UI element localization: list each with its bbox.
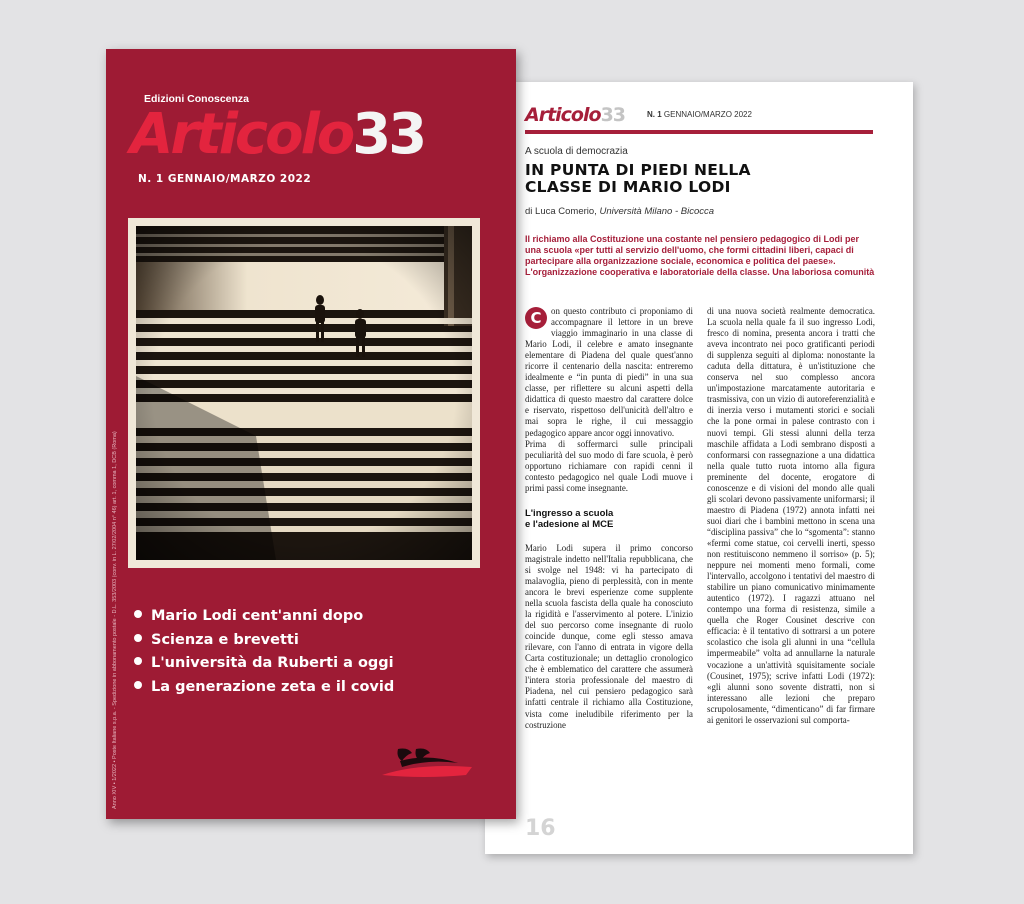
bullet-icon xyxy=(134,634,142,642)
cover-topic: L'università da Ruberti a oggi xyxy=(134,652,394,676)
cover-logo: Articolo33 xyxy=(130,102,425,167)
publisher-mark-icon xyxy=(378,745,476,781)
photo-staircase-icon xyxy=(136,226,472,560)
paragraph: Mario Lodi supera il primo concorso magistrale indetto nell'Italia repubblicana, che si svolge nel 1948: vi ha partecipato di malavoglia, pieno di perplessità, con in mente ancora le brevi esperienze come supplente nella scuola fascista della quale ha conosciuto la rigidità e l'asservimento al potere. L'inizio del suo percorso come insegnante di ruolo coincide dunque, come egli stesso amava rilevare, con l'anno di entrata in vigore della Carta costituzionale; un dettaglio cronologico che è emblematico del carattere che assumerà l'intera storia professionale del maestro di Piadena, nel cui pensiero pedagogico sarà infatti centrale il richiamo alla Costituzione, vista come ineludibile riferimento per la costruzione xyxy=(525,542,693,730)
article-logo: Articolo33 xyxy=(525,104,626,126)
article-lead: Il richiamo alla Costituzione una costante nel pensiero pedagogico di Lodi per una scuola «per tutti al servizio dell'uomo, che formi cittadini liberi, capaci di partecipare alla organizzazione sociale, economica e politica del paese». L'organizzazione cooperativa e laboratoriale della classe. Una laboriosa comunità xyxy=(525,234,875,277)
cover-issue: N. 1 GENNAIO/MARZO 2022 xyxy=(138,173,312,185)
staircase-illustration xyxy=(136,226,472,560)
article-author: di Luca Comerio, Università Milano - Bicocca xyxy=(525,206,715,217)
article-page xyxy=(485,82,913,854)
article-title: IN PUNTA DI PIEDI NELLA CLASSE DI MARIO LODI xyxy=(525,161,751,196)
publisher-name: Edizioni Conoscenza xyxy=(144,93,250,105)
paragraph: Prima di soffermarci sulle principali peculiarità del suo modo di fare scuola, è però opportuno richiamare con rapidi cenni il contesto pedagogico nel quale Lodi muove i primi passi come insegnante. xyxy=(525,438,693,493)
paragraph: di una nuova società realmente democratica. La scuola nella quale fa il suo ingresso Lodi, fresco di nomina, presenta ancora i tratti che aveva incontrato nei poco gratificanti periodi di supplenza seguiti al diploma: nonostante la caduta della dittatura, è un'istituzione che conserva nel suo complesso ancora un'impostazione marcatamente autoritaria e trasmissiva, con un vizio di autoreferenzialità e di inerzia verso i mutamenti storici e sociali che la pone ormai in palese contrasto con i nuovi tempi. Gli stessi alunni della terza maschile affidata a Lodi sembrano disposti a conformarsi con rassegnazione a una didattica nella quale tutto ruota intorno alla figura preminente del docente, erogatore di conoscenze e di visioni del mondo alle quali gli scolari devono passivamente uniformarsi; il maestro di Piadena (1972) annota infatti nei suoi diari che i bambini mettono in scena una “disciplina passiva” che lo “sgomenta”: stanno «fermi come statue, coi cervelli inerti, spesso non restituiscono nemmeno il sorriso» (p. 5); neppure nei momenti meno formali, come l'intervallo, accolgono i tentativi del maestro di stabilire un piano comunicativo minimamente autentico (1972). I ragazzi attuano nel contempo una forma di resistenza, simile a quella che Roger Cousinet descrive con efficacia: è il tentativo di sottrarsi a un potere scolastico che isola gli alunni in una “cellula impermeabile” volta ad annullarne la naturale vocazione a un'attività squisitamente sociale (Cousinet, 1975); scrive infatti Lodi (1972): «gli alunni sono sovente distratti, non si interessano alle lezioni che preparo scrupolosamente, “dimenticano” di far firmare ai genitori le osservazioni sul comporta- xyxy=(707,306,875,725)
cover-topic: Scienza e brevetti xyxy=(134,629,394,653)
cover-topics xyxy=(134,605,394,699)
section-subhead: L'ingresso a scuola e l'adesione al MCE xyxy=(525,507,614,531)
bullet-icon xyxy=(134,657,142,665)
cover-topic: La generazione zeta e il covid xyxy=(134,676,394,700)
drop-cap: C xyxy=(525,307,547,329)
article-rubric: A scuola di democrazia xyxy=(525,146,628,157)
cover-topic: Mario Lodi cent'anni dopo xyxy=(134,605,394,629)
article-column-2 xyxy=(707,306,875,726)
cover-legal-note: Anno XIV • 1/2022 • Poste Italiane s.p.a. - Spedizione in abbonamento postale - D.L. 353/2003 (conv. in L. 27/02/2004 n° 46) art. 1, comma 1, DCB (Roma) xyxy=(112,431,118,809)
cover-photo xyxy=(128,218,480,568)
bullet-icon xyxy=(134,681,142,689)
page-number: 16 xyxy=(525,816,556,841)
header-rule xyxy=(525,130,873,134)
paragraph: on questo contributo ci proponiamo di accompagnare il lettore in un breve viaggio immaginario in una classe di Mario Lodi, il celebre e amato insegnante elementare di Piadena del quale quest'anno ricorre il centenario della nascita: entreremo idealmente e “in punta di piedi” in una sua classe, per riflettere su alcuni aspetti della didattica di questo maestro dal carattere dolce e riservato, rispettoso dell'unicità dell'altro e mai sopra le righe, il cui messaggio pedagogico appare ancor oggi innovativo. xyxy=(525,306,693,438)
article-issue: N. 1 GENNAIO/MARZO 2022 xyxy=(647,110,752,119)
bullet-icon xyxy=(134,610,142,618)
magazine-cover xyxy=(106,49,516,819)
article-column-1 xyxy=(525,306,693,731)
